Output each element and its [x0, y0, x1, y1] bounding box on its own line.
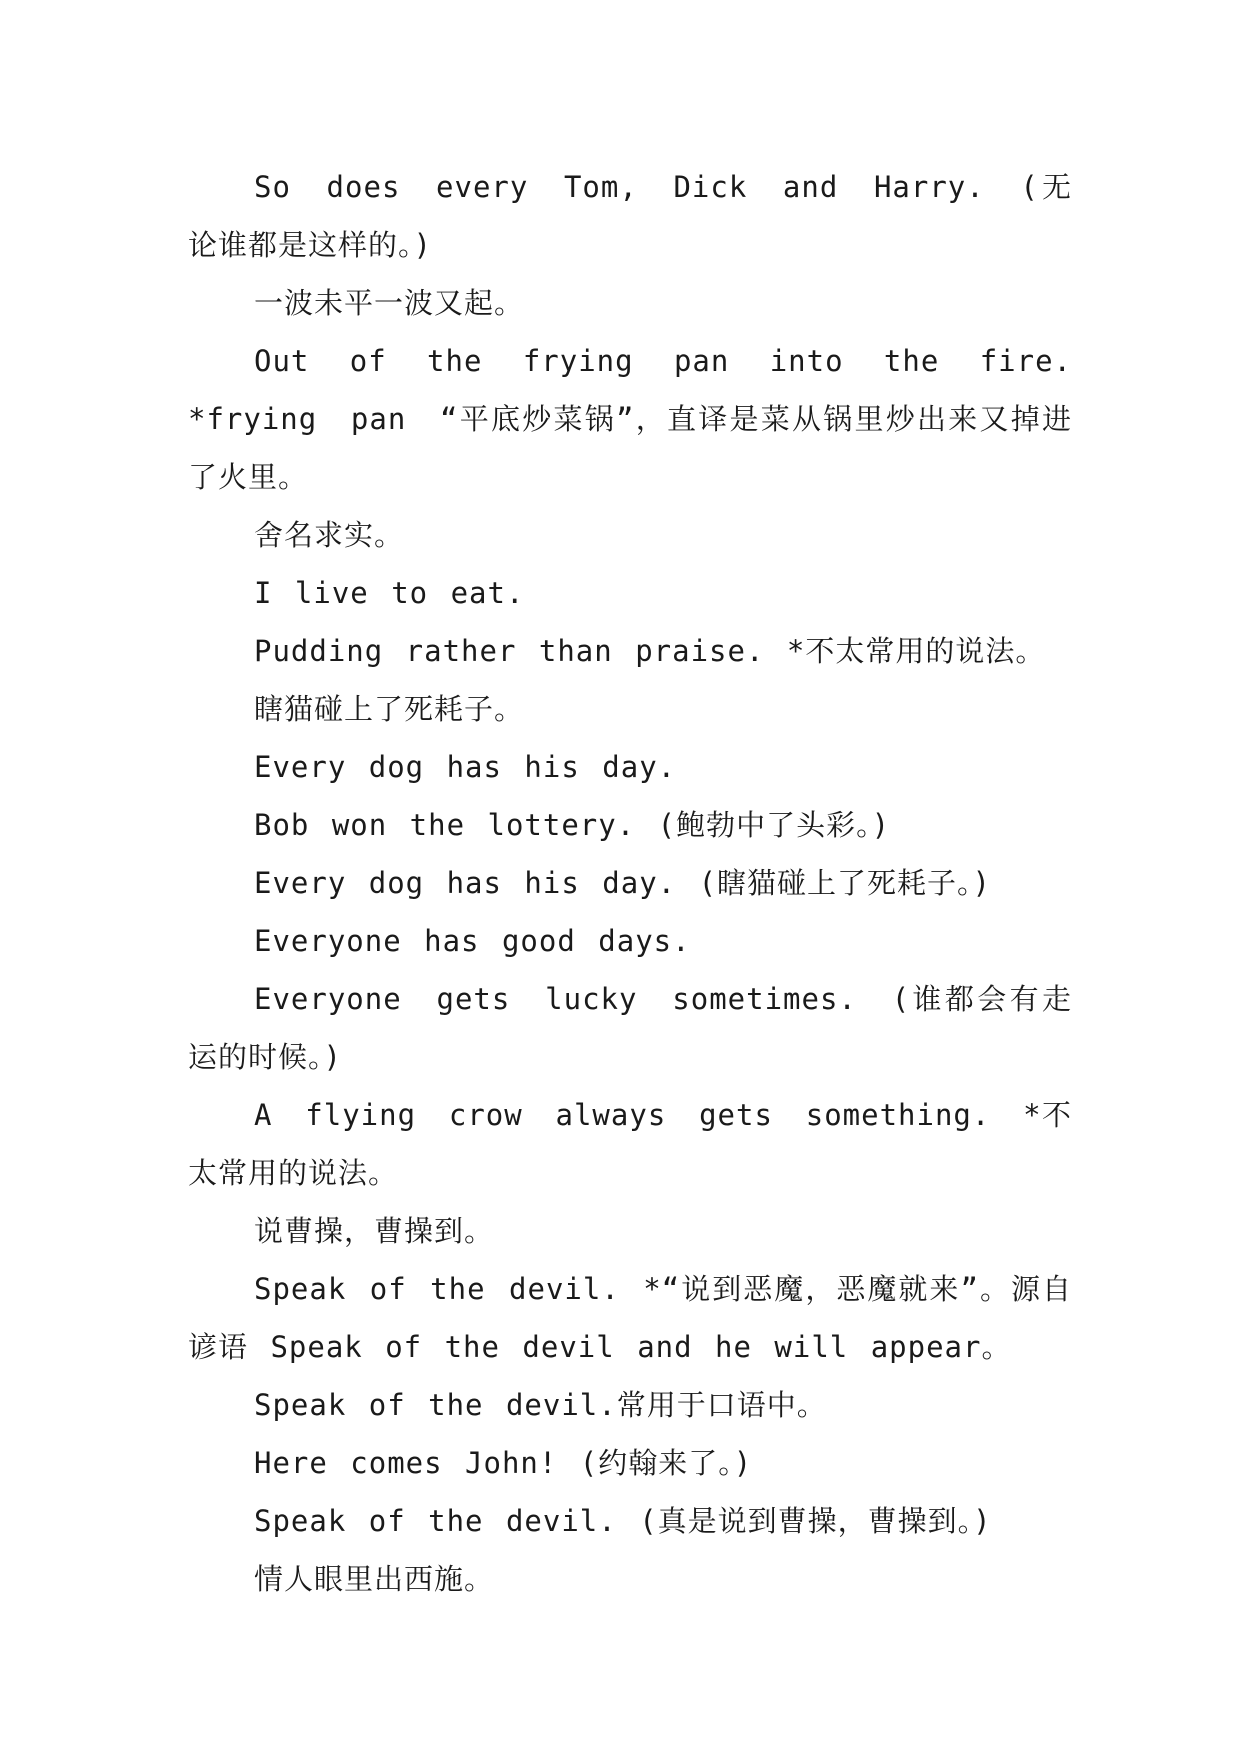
paragraph-1: So does every Tom, Dick and Harry. (无论谁都是这样的。)	[188, 170, 1072, 262]
paragraph-4: 舍名求实。	[254, 518, 405, 552]
document-body	[188, 158, 1072, 1608]
paragraph-12: Everyone gets lucky sometimes. (谁都会有走运的时候。)	[188, 982, 1072, 1074]
paragraph-18: Speak of the devil. (真是说到曹操，曹操到。)	[254, 1504, 992, 1538]
paragraph-14: 说曹操，曹操到。	[254, 1214, 495, 1248]
paragraph-2: 一波未平一波又起。	[254, 286, 525, 320]
paragraph-10: Every dog has his day. (瞎猫碰上了死耗子。)	[254, 866, 991, 900]
paragraph-13: A flying crow always gets something. *不太常用的说法。	[188, 1098, 1072, 1190]
paragraph-11: Everyone has good days.	[254, 924, 691, 958]
paragraph-19: 情人眼里出西施。	[254, 1562, 495, 1596]
paragraph-17: Here comes John! (约翰来了。)	[254, 1446, 753, 1480]
paragraph-6: Pudding rather than praise. *不太常用的说法。	[254, 634, 1046, 668]
paragraph-8: Every dog has his day.	[254, 750, 677, 784]
paragraph-5: I live to eat.	[254, 576, 525, 610]
paragraph-16: Speak of the devil.常用于口语中。	[254, 1388, 827, 1422]
paragraph-9: Bob won the lottery. (鲍勃中了头彩。)	[254, 808, 891, 842]
paragraph-15: Speak of the devil. *“说到恶魔，恶魔就来”。源自谚语 Speak of the devil and he will appear。	[188, 1272, 1072, 1364]
paragraph-3: Out of the frying pan into the fire. *frying pan “平底炒菜锅”，直译是菜从锅里炒出来又掉进了火里。	[188, 344, 1072, 494]
paragraph-7: 瞎猫碰上了死耗子。	[254, 692, 525, 726]
